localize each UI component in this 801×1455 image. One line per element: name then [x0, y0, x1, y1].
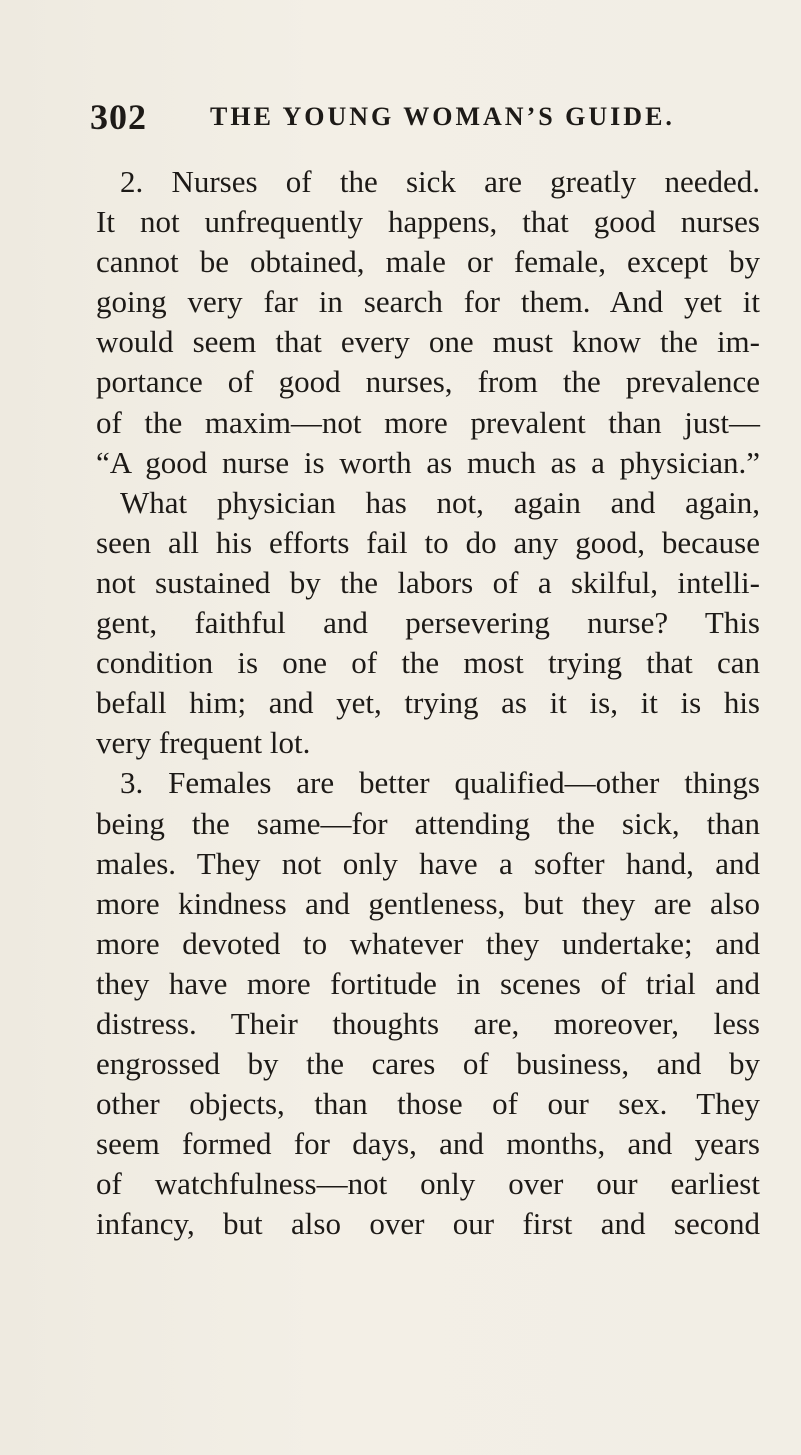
text-line: of the maxim—not more prevalent than just—	[96, 404, 760, 440]
text-line: befall him; and yet, trying as it is, it is his	[96, 685, 760, 721]
text-line: What physician has not, again and again,	[120, 484, 760, 520]
text-line: infancy, but also over our first and second	[96, 1206, 760, 1242]
text-line: very frequent lot.	[96, 725, 311, 761]
text-line: 3. Females are better qualified—other things	[120, 765, 760, 801]
text-line: “A good nurse is worth as much as a physician.”	[96, 444, 760, 480]
text-line: cannot be obtained, male or female, except by	[96, 244, 760, 280]
text-line: seem formed for days, and months, and years	[96, 1126, 760, 1162]
text-line: would seem that every one must know the im-	[96, 324, 760, 360]
text-line: being the same—for attending the sick, than	[96, 805, 760, 841]
body-text	[96, 162, 760, 1245]
text-line: It not unfrequently happens, that good nurses	[96, 204, 760, 240]
text-line: distress. Their thoughts are, moreover, less	[96, 1005, 760, 1041]
text-line: going very far in search for them. And yet it	[96, 284, 760, 320]
text-line: more devoted to whatever they undertake; and	[96, 925, 760, 961]
page-number: 302	[90, 97, 147, 137]
page-header	[90, 96, 730, 144]
text-line: males. They not only have a softer hand, and	[96, 845, 760, 881]
text-line: gent, faithful and persevering nurse? This	[96, 605, 760, 641]
text-line: portance of good nurses, from the prevalence	[96, 364, 760, 400]
text-line: other objects, than those of our sex. They	[96, 1086, 760, 1122]
text-line: of watchfulness—not only over our earliest	[96, 1166, 760, 1202]
text-line: not sustained by the labors of a skilful, intelli-	[96, 564, 760, 600]
text-line: condition is one of the most trying that can	[96, 645, 760, 681]
text-line: they have more fortitude in scenes of trial and	[96, 965, 760, 1001]
text-line: 2. Nurses of the sick are greatly needed.	[120, 164, 760, 199]
text-line: seen all his efforts fail to do any good, because	[96, 524, 760, 560]
text-line: engrossed by the cares of business, and by	[96, 1046, 760, 1082]
running-head: THE YOUNG WOMAN’S GUIDE.	[210, 102, 675, 131]
text-line: more kindness and gentleness, but they are also	[96, 885, 760, 921]
